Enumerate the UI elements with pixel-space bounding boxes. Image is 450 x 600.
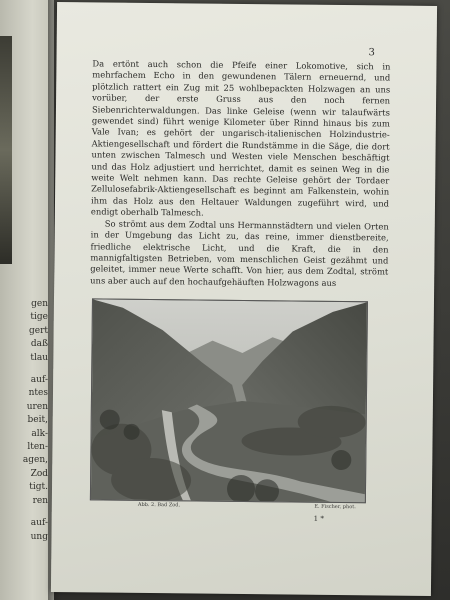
valley-photograph	[90, 298, 368, 503]
left-page-line: beit,	[27, 415, 48, 426]
left-page-line: ren	[32, 495, 48, 506]
left-page-line: daß	[30, 339, 48, 350]
paragraph-2: So strömt aus dem Zodtal uns Hermannstädtern und vielen Orten in der Umgebung das Licht zu, das reine, immer dienstbereite, friedliche elektrische Licht, und die Kraft, die in den mannigfaltigsten Betrieben, vom menschlichen Geist gezähmt und geleitet, immer neue Werte schafft. Von hier, aus dem Zodtal, strömt uns aber auch auf den hochaufgehäuften Holzwagons aus	[90, 218, 389, 288]
left-page-line: gen	[31, 299, 48, 309]
left-page-line: gert	[28, 325, 48, 336]
left-page-line: auf-	[30, 518, 48, 529]
left-page-photo-edge	[0, 36, 12, 264]
left-page-line: tigt.	[29, 482, 48, 493]
caption-title: Abb. 2. Bad Zod.	[137, 501, 181, 509]
left-page-line: Zod	[30, 468, 48, 479]
left-page-line: lten-	[27, 442, 48, 453]
paragraph-1: Da ertönt auch schon die Pfeife einer Lokomotive, sich in mehrfachem Echo in den gewundenen Tälern erneuernd, und plötzlich rattert ein Zug mit 25 wohlbepackten Holzwagen an uns vorüber, der erste Gruss aus den noch fernen Siebenrichterwaldungen. Das linke Geleise (wenn wir talaufwärts gewendet sind) führt wenige Kilometer über Rinnd hinaus bis zum Vale Ivan; es gehört der ungarisch-italienischen Holzindustrie-Aktiengesellschaft und fördert die Rundstämme in die Säge, die dort unten zwischen Talmesch und Westen viele Menschen beschäftigt und das Holz adjustiert und herrichtet, damit es seinen Weg in die weite Welt nehmen kann. Das rechte Geleise gehört der Tordaer Zellulosefabrik-Aktiengesellschaft es beginnt am Falkenstein, wohin ihm das Holz aus den Heltauer Waldungen zugeführt wird, und endigt oberhalb Talmesch.	[90, 58, 391, 218]
body-text	[90, 58, 390, 289]
left-page-line: ung	[30, 531, 48, 542]
left-page	[0, 0, 54, 600]
left-page-line: tlau	[30, 352, 48, 363]
caption-credit: E. Fischer, phot.	[314, 503, 356, 511]
printer-signature: 1 *	[313, 514, 324, 523]
left-page-line: tige	[30, 312, 48, 323]
left-page-line	[2, 365, 48, 374]
left-page-line: alk-	[31, 428, 48, 439]
left-page-line: agen,	[22, 455, 48, 466]
page-number: 3	[368, 47, 376, 59]
left-page-line: uren	[26, 401, 48, 412]
left-page-line	[2, 508, 48, 517]
left-page-text	[2, 298, 48, 544]
right-page	[51, 2, 437, 596]
left-page-line: ntes	[28, 388, 48, 399]
left-page-line: auf-	[30, 375, 48, 386]
